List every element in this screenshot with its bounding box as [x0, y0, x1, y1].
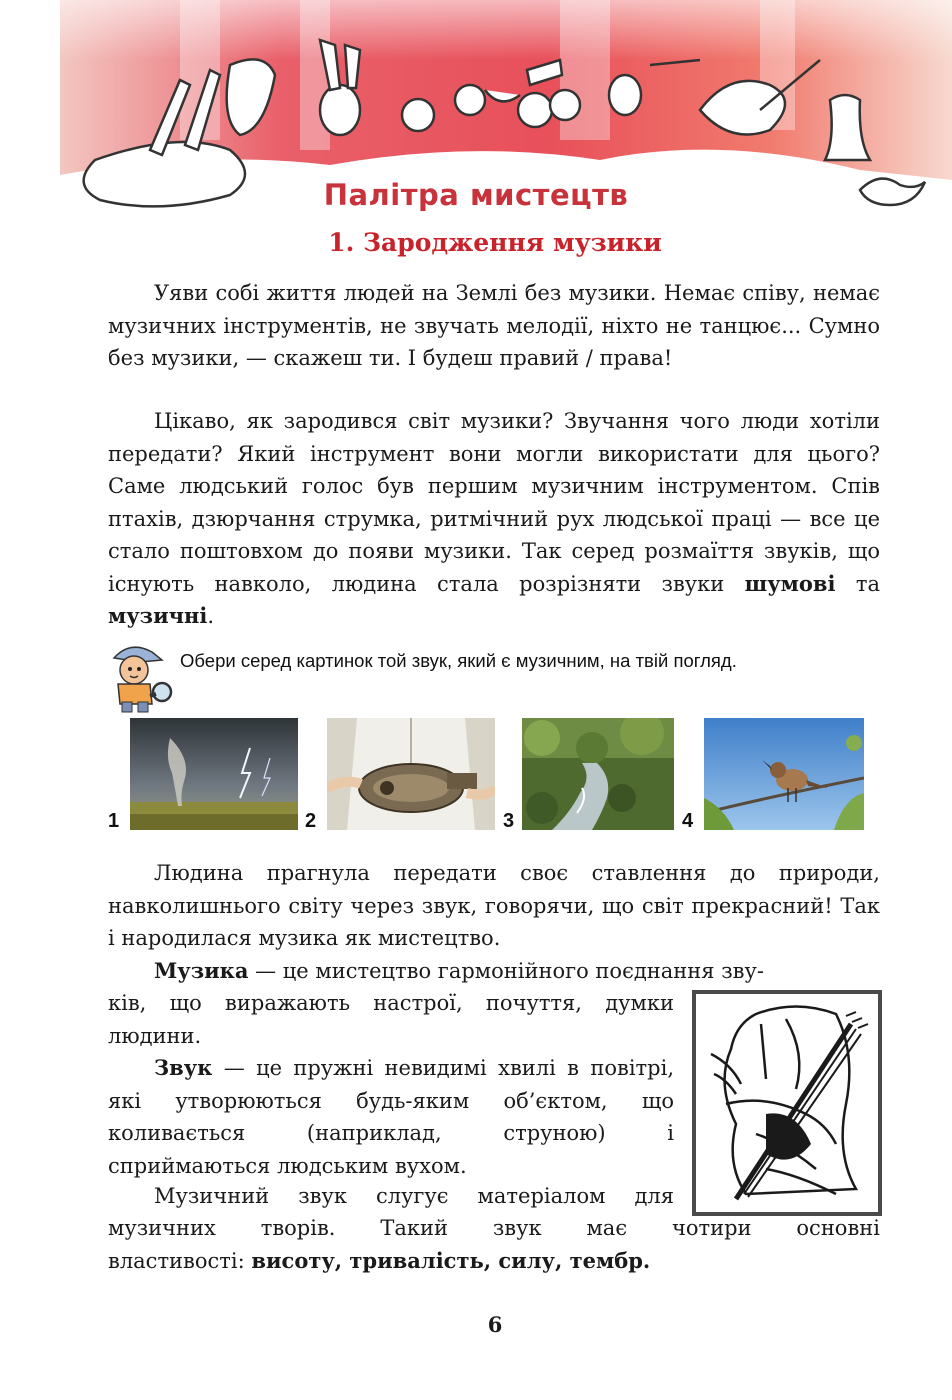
- noise-sounds-term: шумові: [744, 570, 836, 596]
- musical-sounds-term: музичні: [108, 603, 208, 628]
- origin-paragraph: [108, 405, 880, 633]
- bandura-player-sketch-icon: [696, 994, 878, 1212]
- photo-number-4: 4: [682, 810, 694, 832]
- lesson-title: 1. Зародження музики: [328, 228, 662, 257]
- music-definition-rest: [108, 987, 674, 1052]
- sound-definition-text: — це пружні невидимі хвилі в повітрі, які утворюються будь-яким об’єктом, що коливається (наприклад, струною) і сприймаються людським вухом.: [108, 1056, 674, 1178]
- music-definition-start: — це мистецтво гармонійного поєднання зву-: [248, 959, 764, 983]
- property-text-c: властивості:: [108, 1249, 252, 1273]
- task-instruction: Обери серед картинок той звук, який є музичним, на твій погляд.: [180, 650, 737, 671]
- singing-bird-photo-icon: [704, 718, 864, 830]
- property-text-b: музичних творів. Такий звук має чотири основні: [108, 1216, 880, 1240]
- intro-paragraph-text: Уяви собі життя людей на Землі без музики. Немає співу, немає музичних інструментів, не звучать мелодії, ніхто не танцює... Сумно без музики, — скажеш ти. І будеш правий / права!: [108, 281, 880, 370]
- photo-number-1: 1: [108, 810, 120, 832]
- nature-paragraph: [108, 857, 880, 955]
- photo-storm[interactable]: [130, 718, 298, 830]
- music-definition-line1: [108, 955, 880, 988]
- origin-conjunction: та: [835, 571, 880, 596]
- sound-definition: [108, 1052, 674, 1182]
- music-term: Музика: [154, 958, 249, 983]
- section-title: Палітра мистецтв: [323, 178, 629, 212]
- property-line1: [108, 1180, 674, 1213]
- property-text-a: Музичний звук слугує матеріалом для: [154, 1184, 674, 1208]
- origin-period: .: [207, 604, 215, 628]
- photo-bird[interactable]: [704, 718, 864, 830]
- kid-magnifier-icon: [100, 638, 178, 716]
- origin-paragraph-text: Цікаво, як зародився світ музики? Звучання чого люди хотіли передати? Який інструмент вони могли використати для цього? Саме людський голос був першим музичним інструментом. Спів птахів, дзюрчання струмка, ритмічний рух людської праці — все це стало поштовхом до появи музики. Так серед розмаїття звуків, що існують навколо, людина стала розрізняти звуки: [108, 409, 880, 596]
- forest-stream-photo-icon: [522, 718, 674, 830]
- property-line3: [108, 1245, 880, 1278]
- photo-hurdy-gurdy[interactable]: [327, 718, 495, 830]
- intro-paragraph: [108, 277, 880, 375]
- photo-number-3: 3: [503, 810, 515, 832]
- storm-tornado-photo-icon: [130, 718, 298, 830]
- photo-stream[interactable]: [522, 718, 674, 830]
- photo-number-2: 2: [305, 810, 317, 832]
- nature-paragraph-text: Людина прагнула передати своє ставлення до природи, навколишнього світу через звук, говорячи, що світ прекрасний! Так і народилася музика як мистецтво.: [108, 861, 880, 950]
- music-definition-end: ків, що виражають настрої, почуття, думки людини.: [108, 991, 674, 1048]
- sound-properties: висоту, тривалість, силу, тембр.: [251, 1248, 651, 1273]
- property-line2: [108, 1212, 880, 1245]
- sound-term: Звук: [154, 1055, 213, 1080]
- hurdy-gurdy-photo-icon: [327, 718, 495, 830]
- page-number: 6: [487, 1312, 503, 1337]
- musician-drawing: [692, 990, 882, 1216]
